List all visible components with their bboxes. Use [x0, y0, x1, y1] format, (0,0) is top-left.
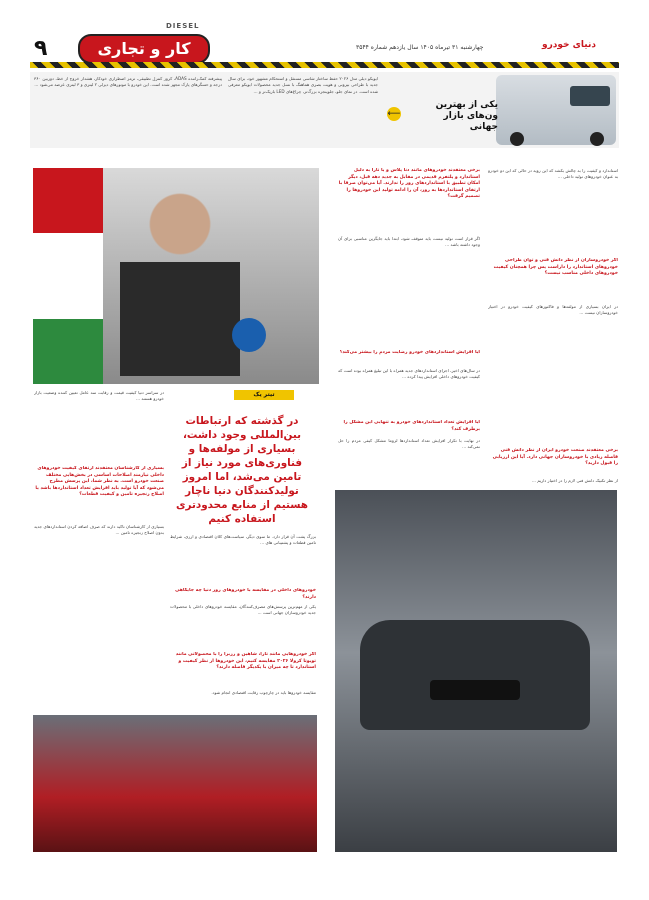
car-grill: [430, 680, 520, 700]
top-story-text-left: پیشرفته کمک‌راننده ADAS، کروز کنترل تطبیقی، ترمز اضطراری خودکار، هشدار خروج از خط، دوربین ۳۶۰ درجه و حسگرهای پارک مجهز شده است. این خودرو با موتورهای دیزلی ۲ لیتری و ۳ لیتری عرضه می‌شود ...: [34, 76, 222, 88]
assembly-line-photo: [33, 715, 317, 852]
arrow-icon: ⟵: [387, 109, 401, 119]
van-window: [570, 86, 610, 106]
section-title: کار و تجاری: [78, 34, 210, 64]
microphone-icon: [232, 318, 266, 352]
col3-text-4: مقایسه خودروها باید در چارچوب رقابت اقتصادی انجام شود.: [211, 690, 316, 695]
col4-question-1: بسیاری از کارشناسان معتقدند ارتقای کیفیت خودروهای داخلی نیازمند اصلاحات اساسی در بخش‌هایی مختلف صنعت خودرو است. به نظر شما، این پرسش مطرح می‌شود که آیا تولید باید افزایش تعداد استانداردها باشد یا اصلاح زنجیره تامین و کیفیت قطعات؟: [35, 466, 164, 498]
col2-text-3: در نهایت با تکرار افزایش تعداد استانداردها لزوما مشکل کیفی مردم را حل نمی‌کند ...: [338, 438, 480, 450]
page-number: ۹: [34, 36, 48, 61]
flag-graphic: [33, 168, 103, 384]
col3-text-3: یکی از مهم‌ترین پرسش‌های مصرف‌کنندگان، مقایسه خودروهای داخلی با محصولات جدید خودروسازان جهانی است ...: [170, 604, 316, 616]
col1-question-1: اگر خودروسازان از نظر دانش فنی و توان طراحی خودروهای استاندارد را داراست پس چرا همچنان کیفیت خودروهای داخلی مناسب نیست؟: [493, 258, 618, 277]
van-wheel: [590, 132, 604, 146]
publication-logo: دنیای خودرو: [542, 40, 596, 50]
col3-question-1: خودروهای داخلی در مقایسه با خودروهای روز دنیا چه جایگاهی دارند؟: [175, 588, 316, 600]
col2-question-3: آیا افزایش تعداد استانداردهای خودرو به تنهایی این مشکل را برطرف کند؟: [343, 420, 480, 432]
section-badge: DIESEL: [166, 22, 200, 30]
col4-text-1: در سراسر دنیا کیفیت قیمت و رقابت سه عامل تعیین کننده وضعیت بازار خودرو هستند ...: [34, 390, 164, 402]
col2-question-1: برخی معتقدند خودروهای مانند دنا پلاس و یا تارا به دلیل استاندارد و پلتفرم قدیمی در مقابل به جدید دهه قبل، دیگر امکان تطبیق با استانداردهای روز را ندارند. آیا می‌توان صرفا با ارتقای استانداردها به روز، آن را ادامه تولید این خودروها را تصمیم گرفت؟: [338, 168, 480, 200]
col2-question-2: آیا افزایش استانداردهای خودرو رضایت مردم را بیشتر می‌کند؟: [339, 350, 480, 355]
car-shape: [360, 620, 590, 730]
pull-quote-text: در گذشته که ارتباطات بین‌المللی وجود داشت، بسیاری از مولفه‌ها و فناوری‌های مورد نیاز از تامین می‌شد، اما امروز تولیدکنندگان دنیا ناچار هستیم از منابع محدودتری استفاده کنیم: [176, 415, 308, 525]
header-stripe: [30, 62, 619, 68]
col2-text-1: اگر قرار است تولید نیست باید متوقف شود، ابتدا باید جایگزین مناسبی برای آن وجود داشته باشد ...: [338, 236, 480, 248]
col3-question-2: اگر خودروهایی مانند تارا، شاهین و رزبرا را با محصولاتی مانند تویوتا کرولا ۲۰۲۶ مقایسه کنیم، این خودروها از نظر کیفیت و استاندارد تا چه میزان با یکدیگر فاصله دارند؟: [175, 652, 316, 671]
top-story-headline: یکی از بهترین ون‌های بازار جهانی: [435, 100, 498, 132]
col2-text-2: در سال‌های اخیر، اجرای استانداردهای جدید همراه با این تبلیغ همراه بوده است که کیفیت خودروهای داخلی افزایش پیدا کرده ...: [338, 368, 480, 380]
issue-dateline: چهارشنبه ۳۱ تیرماه ۱۴۰۵ سال یازدهم شماره ۳۵۴۴: [356, 44, 484, 51]
col1-question-2: برخی معتقدند صنعت خودرو ایران از نظر دانش فنی فاصله زیادی با خودروسازان جهانی دارد. آیا این ارزیابی را قبول دارید؟: [492, 448, 618, 467]
top-story-text-right: ایویکو دیلی مدل ۲۰۲۶ حفظ ساختار شاسی مستقل و استحکام مشهور خود، برای سال جدید با طراحی بیرونی و هویت بصری هماهنگ با نسل جدید محصولات ایویکو معرفی شده است. در نمای جلو، جلوپنجره بزرگ‌تر، چراغ‌های LED باریک‌تر و ...: [228, 76, 378, 94]
col4-text-2: بسیاری از کارشناسان تاکید دارند که صرف اضافه کردن استانداردهای جدید بدون اصلاح زنجیره تامین ...: [34, 524, 164, 536]
col1-intro: استاندارد و کیفیت را به چالش بکشد که این رویه در حالی که این دو خودرو به عنوان خودروهای تولید داخلی ...: [488, 168, 618, 180]
col3-text-2: بزرگ پشت آن قرار دارد. ما سوی دیگر، سیاست‌های کلان اقتصادی و ارزی، شرایط تامین قطعات و پشتیبانی های ...: [170, 534, 316, 546]
col1-text-3: از نظر تکنیک دانش فنی لازم را در اختیار داریم ...: [531, 478, 618, 483]
pull-quote-tag: تیتر یک: [234, 390, 294, 400]
interviewee-figure: [120, 186, 240, 376]
col1-text-2: در ایران بسیاری از مولفه‌ها و فاکتورهای کیفیت خودرو در اختیار خودروسازان نیست ...: [488, 304, 618, 316]
van-wheel: [510, 132, 524, 146]
